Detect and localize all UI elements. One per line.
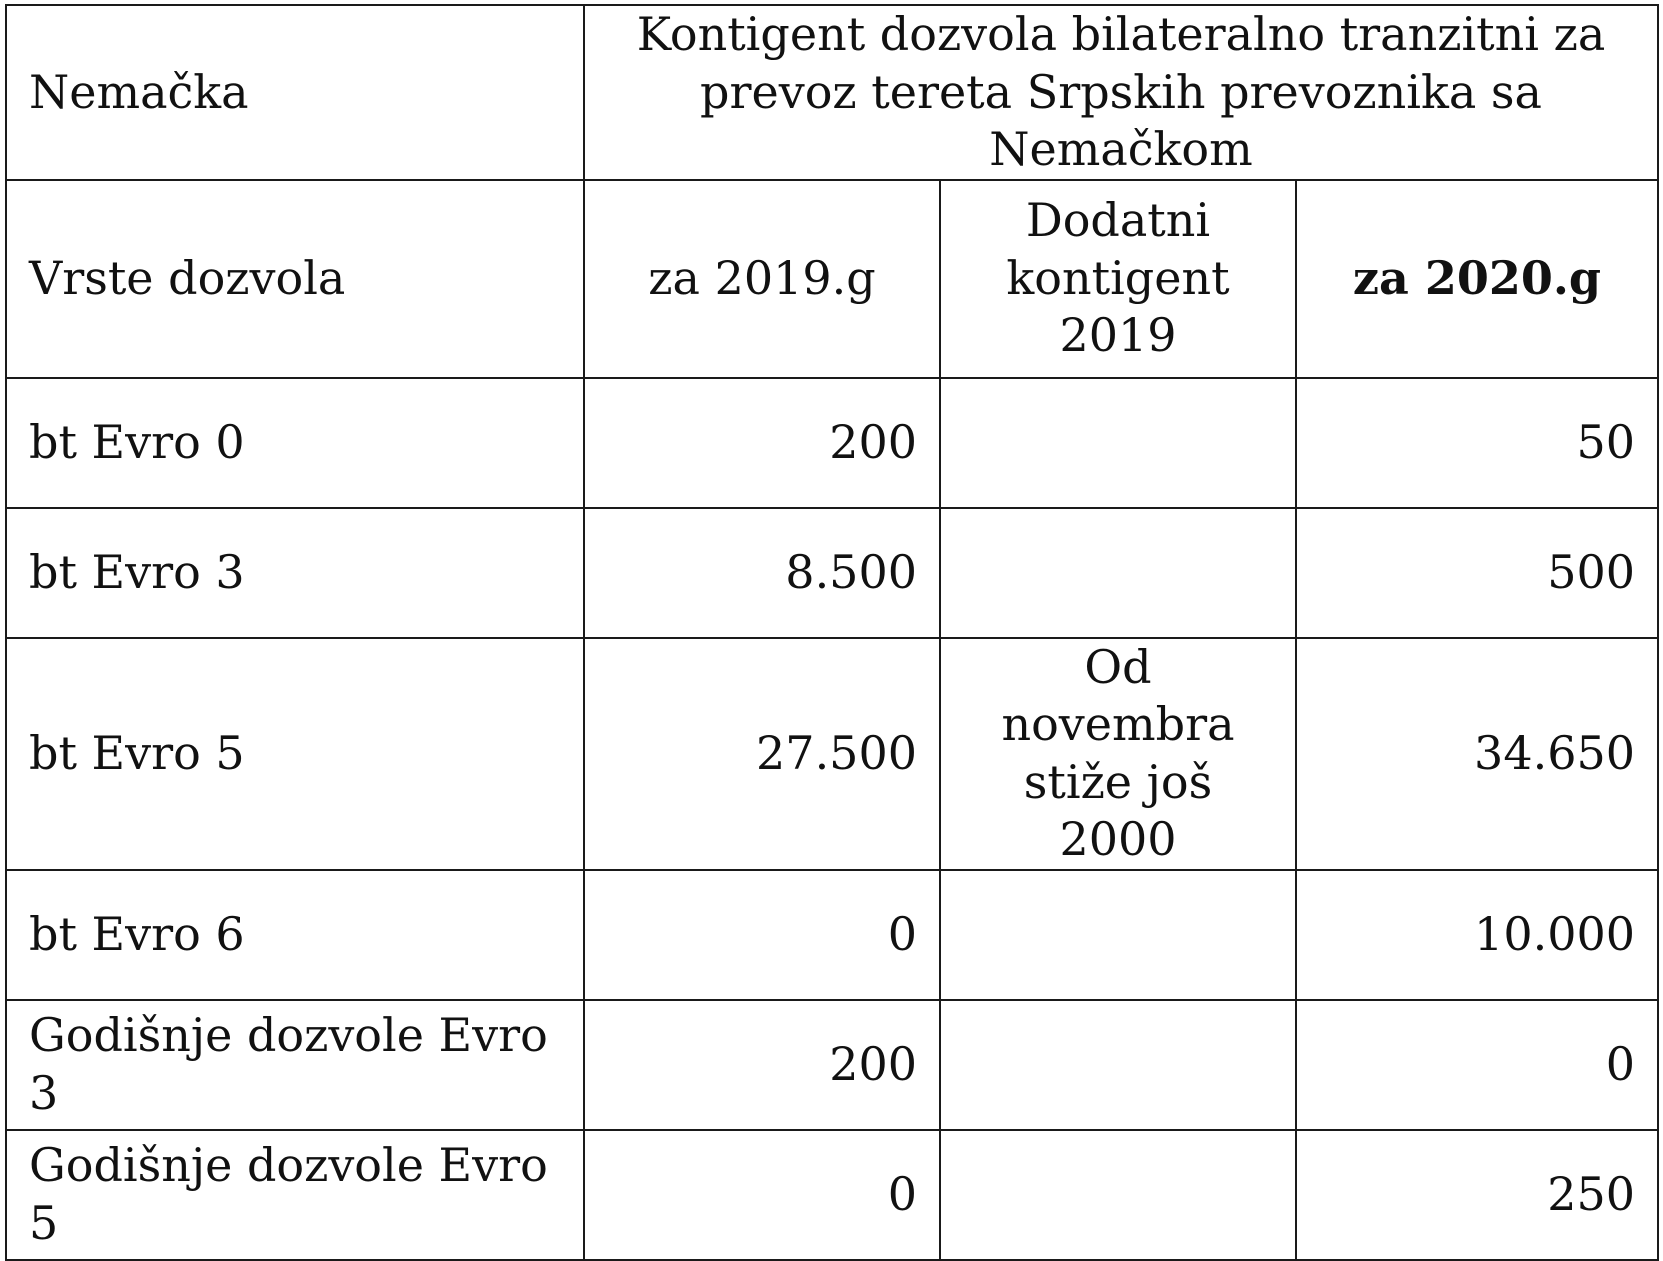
- quota-2020-cell: 10.000: [1296, 870, 1658, 1000]
- header-2019: za 2019.g: [584, 180, 940, 378]
- quota-2020-cell: 50: [1296, 378, 1658, 508]
- quota-2020-cell: 0: [1296, 1000, 1658, 1130]
- quota-2020-cell: 250: [1296, 1130, 1658, 1260]
- header-additional-quota: Dodatni kontigent 2019: [940, 180, 1296, 378]
- table-row: [6, 508, 1658, 638]
- quota-2019-cell: 0: [584, 870, 940, 1000]
- additional-quota-cell: [940, 1130, 1296, 1260]
- permit-type-cell: bt Evro 6: [6, 870, 584, 1000]
- table-row: [6, 870, 1658, 1000]
- additional-quota-cell: [940, 508, 1296, 638]
- header-2020: za 2020.g: [1296, 180, 1658, 378]
- table-row: [6, 1130, 1658, 1260]
- quota-2019-cell: 200: [584, 378, 940, 508]
- table-title: Kontigent dozvola bilateralno tranzitni za prevoz tereta Srpskih prevoznika sa Nemačkom: [584, 5, 1658, 180]
- additional-quota-cell: Od novembra stiže još 2000: [940, 638, 1296, 870]
- permit-quota-table: [5, 4, 1659, 1261]
- additional-quota-cell: [940, 1000, 1296, 1130]
- permit-type-cell: Godišnje dozvole Evro 5: [6, 1130, 584, 1260]
- additional-quota-cell: [940, 870, 1296, 1000]
- header-permit-type: Vrste dozvola: [6, 180, 584, 378]
- quota-2019-cell: 8.500: [584, 508, 940, 638]
- permit-type-cell: bt Evro 3: [6, 508, 584, 638]
- table-title-row: [6, 5, 1658, 180]
- quota-2020-cell: 500: [1296, 508, 1658, 638]
- table-row: [6, 1000, 1658, 1130]
- quota-2019-cell: 200: [584, 1000, 940, 1130]
- permit-type-cell: bt Evro 5: [6, 638, 584, 870]
- quota-2019-cell: 27.500: [584, 638, 940, 870]
- additional-quota-cell: [940, 378, 1296, 508]
- table-row: [6, 378, 1658, 508]
- country-cell: Nemačka: [6, 5, 584, 180]
- quota-2020-cell: 34.650: [1296, 638, 1658, 870]
- permit-type-cell: Godišnje dozvole Evro 3: [6, 1000, 584, 1130]
- table-header-row: [6, 180, 1658, 378]
- quota-2019-cell: 0: [584, 1130, 940, 1260]
- table-row: [6, 638, 1658, 870]
- permit-type-cell: bt Evro 0: [6, 378, 584, 508]
